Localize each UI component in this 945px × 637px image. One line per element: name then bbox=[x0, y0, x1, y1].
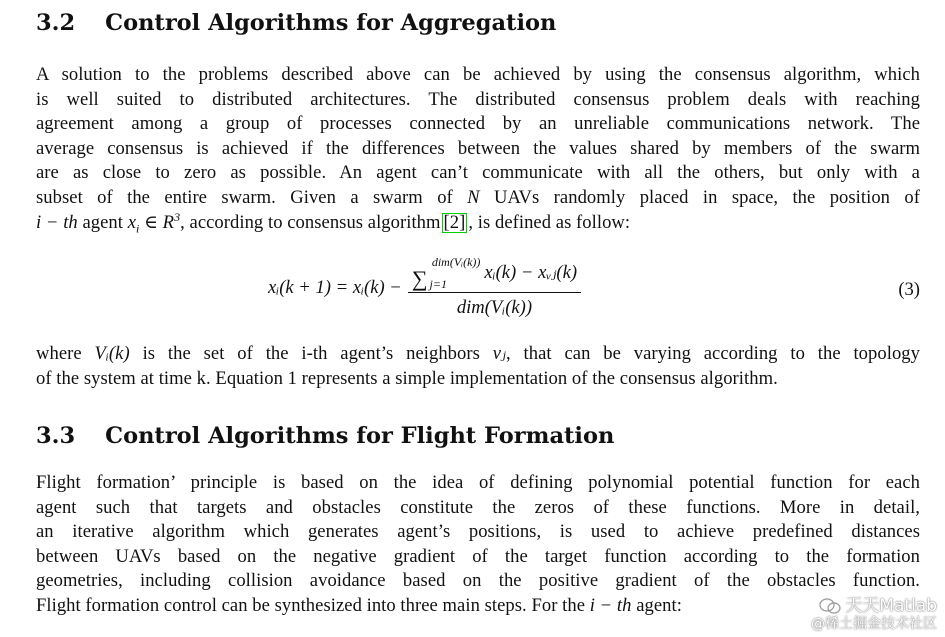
text-fragment: UAVs randomly placed in space, the position of bbox=[493, 186, 920, 208]
equation-fraction bbox=[408, 256, 581, 319]
equation-lhs: xᵢ(k + 1) = xᵢ(k) − bbox=[268, 276, 402, 298]
text-line: between UAVs based on the negative gradient of the target function according to the formation bbox=[36, 545, 920, 567]
text-fragment: subset of the entire swarm. Given a swarm of bbox=[36, 186, 453, 208]
watermark-row bbox=[811, 597, 937, 615]
text-fragment: Flight formation control can be synthesized into three main steps. For the bbox=[36, 594, 586, 616]
watermark bbox=[811, 597, 937, 633]
text-line: A solution to the problems described above can be achieved by using the consensus algorithm, which bbox=[36, 64, 920, 85]
sum-upper-limit: dim(Vᵢ(k)) bbox=[431, 255, 481, 269]
section-number: 3.2 bbox=[36, 10, 76, 36]
text-line: agent such that targets and obstacles constitute the zeros of these functions. More in detail, bbox=[36, 496, 920, 518]
summation bbox=[412, 256, 481, 290]
section-number: 3.3 bbox=[36, 423, 76, 449]
fraction-denominator: dim(Vᵢ(k)) bbox=[456, 297, 533, 318]
section-title: Control Algorithms for Flight Formation bbox=[105, 423, 615, 449]
text-line: is well suited to distributed architectures. The distributed consensus problem deals with reaching bbox=[36, 88, 920, 110]
text-line: an iterative algorithm which generates agent’s positions, is used to achieve predefined distances bbox=[36, 521, 920, 543]
text-fragment: agent bbox=[82, 211, 123, 233]
math-variable: N bbox=[467, 186, 480, 208]
math-variable: vⱼ bbox=[492, 343, 507, 364]
math-variable: Vᵢ(k) bbox=[94, 343, 130, 364]
sum-symbol: ∑ bbox=[411, 266, 428, 291]
text-fragment: , according to consensus algorithm bbox=[180, 211, 441, 233]
text-line: average consensus is achieved if the differences between the values shared by members of the swarm bbox=[36, 137, 920, 159]
math-symbol: x bbox=[127, 211, 137, 233]
paragraph-flight-formation bbox=[36, 471, 920, 619]
section-heading-3-2 bbox=[36, 8, 556, 38]
equation-3 bbox=[36, 248, 920, 318]
text-line bbox=[36, 211, 920, 236]
math-variable: i − th bbox=[36, 211, 78, 233]
section-heading-3-3 bbox=[36, 421, 614, 451]
text-line: are as close to zero as possible. An agent can’t communicate with all the others, but only with a bbox=[36, 162, 920, 184]
math-symbol: R bbox=[162, 211, 175, 233]
math-subscript: i bbox=[136, 221, 140, 236]
math-variable bbox=[127, 211, 140, 236]
math-variable bbox=[162, 209, 181, 233]
text-fragment: where bbox=[36, 343, 82, 364]
equation-number: (3) bbox=[898, 279, 920, 300]
paragraph-neighbors bbox=[36, 342, 920, 391]
fraction-numerator bbox=[408, 256, 581, 293]
math-superscript: 3 bbox=[174, 209, 181, 224]
wechat-icon bbox=[819, 597, 841, 615]
watermark-source: @稀土掘金技术社区 bbox=[811, 616, 937, 632]
paragraph-consensus bbox=[36, 63, 920, 235]
section-title: Control Algorithms for Aggregation bbox=[105, 10, 557, 36]
citation-link[interactable]: [2] bbox=[443, 211, 466, 233]
math-variable: i − th bbox=[589, 594, 632, 616]
text-line: of the system at time k. Equation 1 represents a simple implementation of the consensus algorithm. bbox=[36, 367, 778, 389]
text-line bbox=[36, 186, 920, 211]
sum-row bbox=[412, 268, 447, 290]
sum-lower-limit: j=1 bbox=[429, 277, 447, 291]
text-fragment: agent: bbox=[636, 594, 682, 616]
text-line: agreement among a group of processes connected by an unreliable communications network. The bbox=[36, 113, 920, 135]
numerator-terms: xᵢ(k) − xᵥⱼ(k) bbox=[484, 262, 578, 283]
text-line bbox=[36, 342, 920, 367]
text-line bbox=[36, 594, 920, 619]
text-fragment: , is defined as follow: bbox=[468, 211, 631, 233]
watermark-brand: 天天Matlab bbox=[845, 596, 937, 616]
text-fragment: is the set of the i-th agent’s neighbors bbox=[142, 343, 480, 364]
text-fragment: , that can be varying according to the topology bbox=[506, 343, 920, 364]
text-line: geometries, including collision avoidance based on the positive gradient of the obstacles function. bbox=[36, 570, 920, 592]
equation-body bbox=[268, 256, 581, 319]
text-line: Flight formation’ principle is based on the idea of defining polynomial potential function for each bbox=[36, 472, 920, 493]
math-operator: ∈ bbox=[144, 211, 158, 233]
